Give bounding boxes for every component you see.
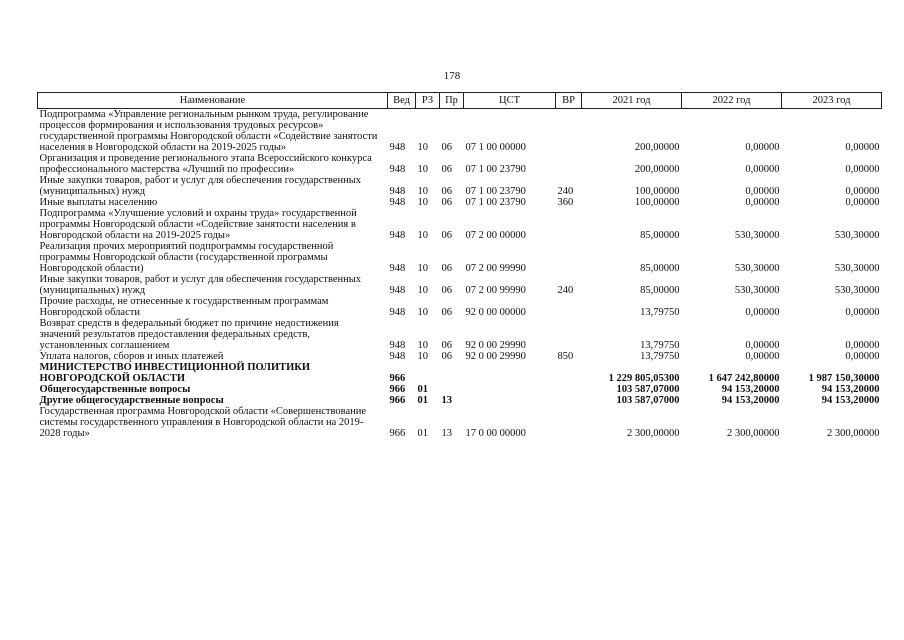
table-row	[38, 296, 882, 318]
cell-name: Другие общегосударственные вопросы	[39, 395, 224, 406]
table-row	[38, 384, 882, 395]
cell-pr: 06	[441, 351, 452, 362]
cell-ved: 948	[389, 197, 406, 208]
cell-y2023: 94 153,20000	[821, 384, 880, 395]
cell-name: Государственная программа Новгородской области «Совершенствование системы государственного управления в Новгородской области на 2019-2028 годы»	[39, 406, 367, 439]
cell-rz: 10	[417, 340, 428, 351]
table-row	[38, 153, 882, 175]
cell-pr	[440, 362, 464, 384]
cell-name: МИНИСТЕРСТВО ИНВЕСТИЦИОННОЙ ПОЛИТИКИ НОВГОРОДСКОЙ ОБЛАСТИ	[39, 362, 311, 384]
cell-cst: 07 1 00 00000	[465, 142, 526, 153]
cell-pr: 06	[441, 197, 452, 208]
cell-rz: 10	[417, 164, 428, 175]
cell-rz: 10	[417, 285, 428, 296]
cell-name: Подпрограмма «Улучшение условий и охраны труда» государственной программы Новгородской области «Содействие занятости населения в Новгородской области на 2019-2025 годы»	[39, 208, 357, 241]
cell-rz: 10	[417, 263, 428, 274]
cell-y2023: 0,00000	[845, 142, 880, 153]
cell-y2023: 530,30000	[834, 285, 880, 296]
cell-name: Прочие расходы, не отнесенные к государственным программам Новгородской области	[39, 296, 329, 318]
cell-y2023: 0,00000	[845, 351, 880, 362]
header-pr: Пр	[440, 93, 464, 109]
table-row	[38, 362, 882, 384]
cell-cst: 92 0 00 00000	[465, 307, 526, 318]
cell-vr	[556, 318, 582, 351]
cell-y2023: 1 987 150,30000	[808, 373, 880, 384]
header-ved: Вед	[388, 93, 416, 109]
cell-cst	[464, 384, 556, 395]
cell-ved: 948	[389, 263, 406, 274]
cell-y2021: 85,00000	[640, 230, 680, 241]
cell-name: Подпрограмма «Управление региональным рынком труда, регулирование процессов формирования и использования трудовых ресурсов» государственной программы Новгородской области «Содействие занятости населения в Новгородской области на 2019-2025 годы»	[39, 109, 378, 153]
cell-name: Уплата налогов, сборов и иных платежей	[39, 351, 224, 362]
cell-y2022: 94 153,20000	[721, 384, 780, 395]
cell-rz: 01	[417, 428, 428, 439]
cell-y2021: 85,00000	[640, 263, 680, 274]
cell-y2022: 0,00000	[745, 186, 780, 197]
cell-vr	[556, 153, 582, 175]
cell-pr: 06	[441, 230, 452, 241]
cell-y2021: 200,00000	[634, 142, 680, 153]
cell-vr	[556, 362, 582, 384]
cell-rz: 10	[417, 351, 428, 362]
cell-pr: 13	[441, 395, 452, 406]
cell-rz: 10	[417, 307, 428, 318]
cell-y2022: 530,30000	[734, 263, 780, 274]
cell-cst: 07 1 00 23790	[465, 186, 526, 197]
table-row	[38, 241, 882, 274]
cell-ved: 966	[389, 373, 406, 384]
table-row	[38, 395, 882, 406]
cell-y2021: 13,79750	[640, 351, 680, 362]
cell-ved: 948	[389, 351, 406, 362]
cell-rz: 01	[417, 384, 428, 395]
cell-ved: 948	[389, 164, 406, 175]
cell-y2021: 100,00000	[634, 197, 680, 208]
cell-y2022: 0,00000	[745, 142, 780, 153]
cell-cst: 07 1 00 23790	[465, 164, 526, 175]
cell-vr	[556, 208, 582, 241]
cell-vr	[556, 109, 582, 154]
header-vr: ВР	[556, 93, 582, 109]
cell-vr: 850	[557, 351, 574, 362]
cell-rz: 10	[417, 197, 428, 208]
cell-y2022: 1 647 242,80000	[708, 373, 780, 384]
cell-cst	[464, 395, 556, 406]
cell-y2023: 2 300,00000	[827, 428, 880, 439]
cell-y2021: 13,79750	[640, 340, 680, 351]
cell-cst	[464, 362, 556, 384]
cell-y2022: 0,00000	[745, 351, 780, 362]
cell-y2023: 530,30000	[834, 263, 880, 274]
cell-y2022: 0,00000	[745, 340, 780, 351]
cell-y2023: 0,00000	[845, 186, 880, 197]
table-body	[38, 109, 882, 440]
page-number: 178	[443, 70, 461, 82]
cell-rz: 10	[417, 142, 428, 153]
cell-rz: 10	[417, 230, 428, 241]
cell-y2023: 530,30000	[834, 230, 880, 241]
cell-pr: 06	[441, 307, 452, 318]
cell-y2023: 0,00000	[845, 340, 880, 351]
cell-y2022: 2 300,00000	[727, 428, 780, 439]
cell-vr	[556, 406, 582, 439]
cell-y2022: 0,00000	[745, 307, 780, 318]
table-row	[38, 175, 882, 197]
table-row	[38, 318, 882, 351]
table-row	[38, 406, 882, 439]
cell-pr: 06	[441, 340, 452, 351]
cell-cst: 17 0 00 00000	[465, 428, 526, 439]
header-name: Наименование	[38, 93, 388, 109]
cell-ved: 966	[389, 395, 406, 406]
header-rz: РЗ	[416, 93, 440, 109]
cell-name: Возврат средств в федеральный бюджет по причине недостижения значений результатов предоставления федеральных средств, установленных соглашением	[39, 318, 339, 351]
cell-y2021: 13,79750	[640, 307, 680, 318]
cell-cst: 07 2 00 99990	[465, 285, 526, 296]
cell-ved: 948	[389, 230, 406, 241]
cell-y2022: 0,00000	[745, 197, 780, 208]
cell-vr	[556, 395, 582, 406]
cell-name: Иные выплаты населению	[39, 197, 158, 208]
table-row	[38, 109, 882, 154]
cell-y2022: 530,30000	[734, 285, 780, 296]
cell-vr	[556, 384, 582, 395]
cell-vr: 240	[557, 285, 574, 296]
cell-rz: 10	[417, 186, 428, 197]
header-2021: 2021 год	[582, 93, 682, 109]
table-header	[38, 93, 882, 109]
table-row	[38, 197, 882, 208]
cell-rz	[416, 362, 440, 384]
cell-name: Реализация прочих мероприятий подпрограммы государственной программы Новгородской области (государственной программы Новгородской области)	[39, 241, 334, 274]
table-row	[38, 274, 882, 296]
cell-y2021: 103 587,07000	[616, 384, 680, 395]
cell-y2021: 1 229 805,05300	[608, 373, 680, 384]
cell-name: Общегосударственные вопросы	[39, 384, 191, 395]
header-2022: 2022 год	[682, 93, 782, 109]
cell-pr	[440, 384, 464, 395]
cell-ved: 948	[389, 340, 406, 351]
cell-vr: 360	[557, 197, 574, 208]
cell-cst: 92 0 00 29990	[465, 340, 526, 351]
table-row	[38, 208, 882, 241]
cell-cst: 92 0 00 29990	[465, 351, 526, 362]
cell-pr: 06	[441, 142, 452, 153]
cell-ved: 948	[389, 186, 406, 197]
cell-vr	[556, 241, 582, 274]
cell-y2023: 94 153,20000	[821, 395, 880, 406]
cell-y2021: 85,00000	[640, 285, 680, 296]
cell-name: Иные закупки товаров, работ и услуг для обеспечения государственных (муниципальных) нужд	[39, 274, 362, 296]
cell-name: Иные закупки товаров, работ и услуг для обеспечения государственных (муниципальных) нужд	[39, 175, 362, 197]
header-2023: 2023 год	[782, 93, 882, 109]
cell-y2023: 0,00000	[845, 307, 880, 318]
cell-pr: 06	[441, 263, 452, 274]
cell-name: Организация и проведение регионального этапа Всероссийского конкурса профессионального мастерства «Лучший по профессии»	[39, 153, 372, 175]
table-row	[38, 351, 882, 362]
cell-pr: 06	[441, 164, 452, 175]
cell-y2021: 200,00000	[634, 164, 680, 175]
cell-ved: 966	[389, 428, 406, 439]
budget-table	[37, 92, 882, 439]
cell-pr: 06	[441, 186, 452, 197]
cell-y2022: 94 153,20000	[721, 395, 780, 406]
cell-cst: 07 2 00 00000	[465, 230, 526, 241]
cell-y2021: 2 300,00000	[627, 428, 680, 439]
cell-y2021: 103 587,07000	[616, 395, 680, 406]
cell-pr: 13	[441, 428, 452, 439]
cell-y2021: 100,00000	[634, 186, 680, 197]
cell-cst: 07 2 00 99990	[465, 263, 526, 274]
cell-y2023: 0,00000	[845, 197, 880, 208]
cell-y2023: 0,00000	[845, 164, 880, 175]
cell-ved: 948	[389, 307, 406, 318]
cell-ved: 966	[389, 384, 406, 395]
cell-vr: 240	[557, 186, 574, 197]
cell-rz: 01	[417, 395, 428, 406]
cell-pr: 06	[441, 285, 452, 296]
cell-vr	[556, 296, 582, 318]
cell-y2022: 530,30000	[734, 230, 780, 241]
cell-ved: 948	[389, 142, 406, 153]
header-cst: ЦСТ	[464, 93, 556, 109]
cell-y2022: 0,00000	[745, 164, 780, 175]
cell-ved: 948	[389, 285, 406, 296]
cell-cst: 07 1 00 23790	[465, 197, 526, 208]
